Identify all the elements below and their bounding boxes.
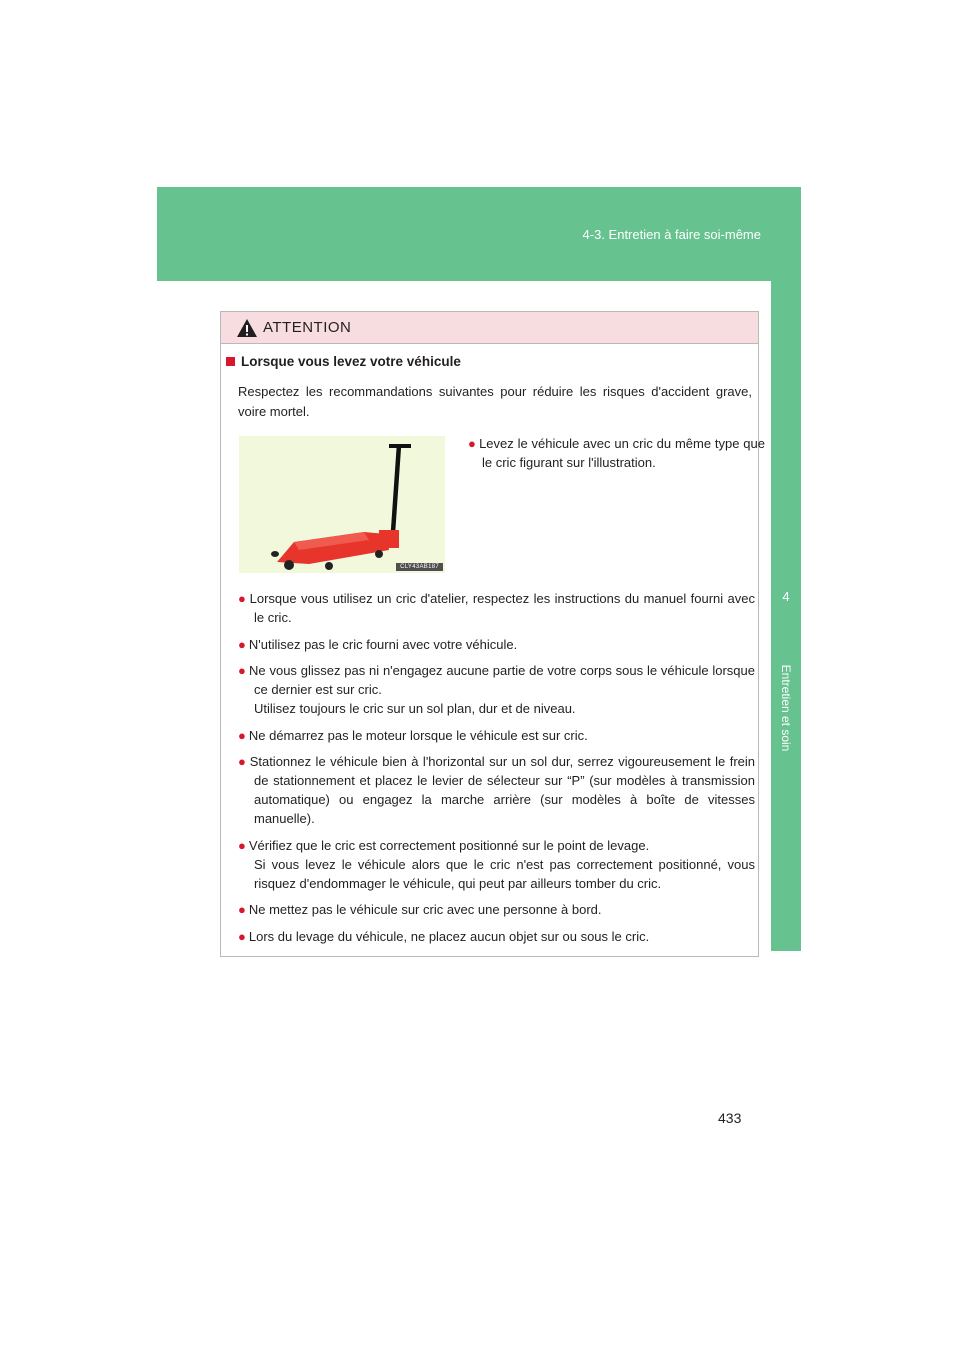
list-item-text: Vérifiez que le cric est correctement positionné sur le point de levage. Si vous levez le véhicule alors que le cric n'est pas correctement positionné, vous risquez d'endommager le véhicule, qui peut par ailleurs tomber du cric. [248,837,755,891]
list-item [238,635,755,654]
warning-triangle-icon [236,318,258,338]
red-circle-bullet: ● [238,591,247,606]
red-circle-bullet: ● [238,663,247,678]
warning-header [221,312,758,344]
side-bullet-text: Levez le véhicule avec un cric du même type que le cric figurant sur l'illustration. [479,436,765,470]
list-item-text: Stationnez le véhicule bien à l'horizontal sur un sol dur, serrez vigoureusement le frein de stationnement et placez le levier de sélecteur sur “P” (sur modèles à transmission automatique) ou engagez la marche arrière (sur modèles à boîte de vitesses manuelle). [249,754,755,826]
section-header-title: 4-3. Entretien à faire soi-même [582,227,761,242]
floor-jack-illustration [239,436,445,573]
page-number: 433 [718,1110,742,1126]
floor-jack-drawing [239,436,445,573]
list-item-text: Lors du levage du véhicule, ne placez aucun objet sur ou sous le cric. [248,928,650,944]
red-circle-bullet: ● [238,727,246,743]
chapter-label: Entretien et soin [779,664,793,752]
list-item-text: Ne mettez pas le véhicule sur cric avec une personne à bord. [248,902,602,917]
list-item-text: Ne démarrez pas le moteur lorsque le véhicule est sur cric. [248,727,588,743]
list-item-text: Lorsque vous utilisez un cric d'atelier, respectez les instructions du manuel fourni avec le cric. [249,591,755,625]
red-circle-bullet: ● [468,436,477,451]
list-item-text: Ne vous glissez pas ni n'engagez aucune partie de votre corps sous le véhicule lorsque ce dernier est sur cric. Utilisez toujours le cric sur un sol plan, dur et de niveau. [249,663,755,716]
warning-intro: Respectez les recommandations suivantes pour réduire les risques d'accident grave, voire mortel. [238,384,752,419]
list-item [238,726,755,745]
warning-bullet-list [238,589,755,953]
warning-section-title-text: Lorsque vous levez votre véhicule [241,354,461,369]
square-bullet-icon [226,357,235,366]
red-circle-bullet: ● [238,902,246,917]
chapter-side-tab [771,281,801,951]
chapter-number: 4 [782,589,790,604]
red-circle-bullet: ● [238,928,246,944]
warning-box [220,311,765,957]
header-band [157,187,801,281]
list-item [238,661,755,718]
warning-section-title [226,354,461,369]
list-item [238,900,755,919]
list-item [238,836,755,893]
warning-heading: ATTENTION [263,319,352,336]
list-item [238,752,755,828]
list-item [238,927,755,946]
red-circle-bullet: ● [238,837,246,853]
list-item [238,589,755,627]
image-code: CLY43AB187 [396,563,443,571]
red-circle-bullet: ● [238,636,246,652]
red-circle-bullet: ● [238,754,247,769]
side-bullet [468,434,765,472]
list-item-text: N'utilisez pas le cric fourni avec votre véhicule. [248,636,518,652]
